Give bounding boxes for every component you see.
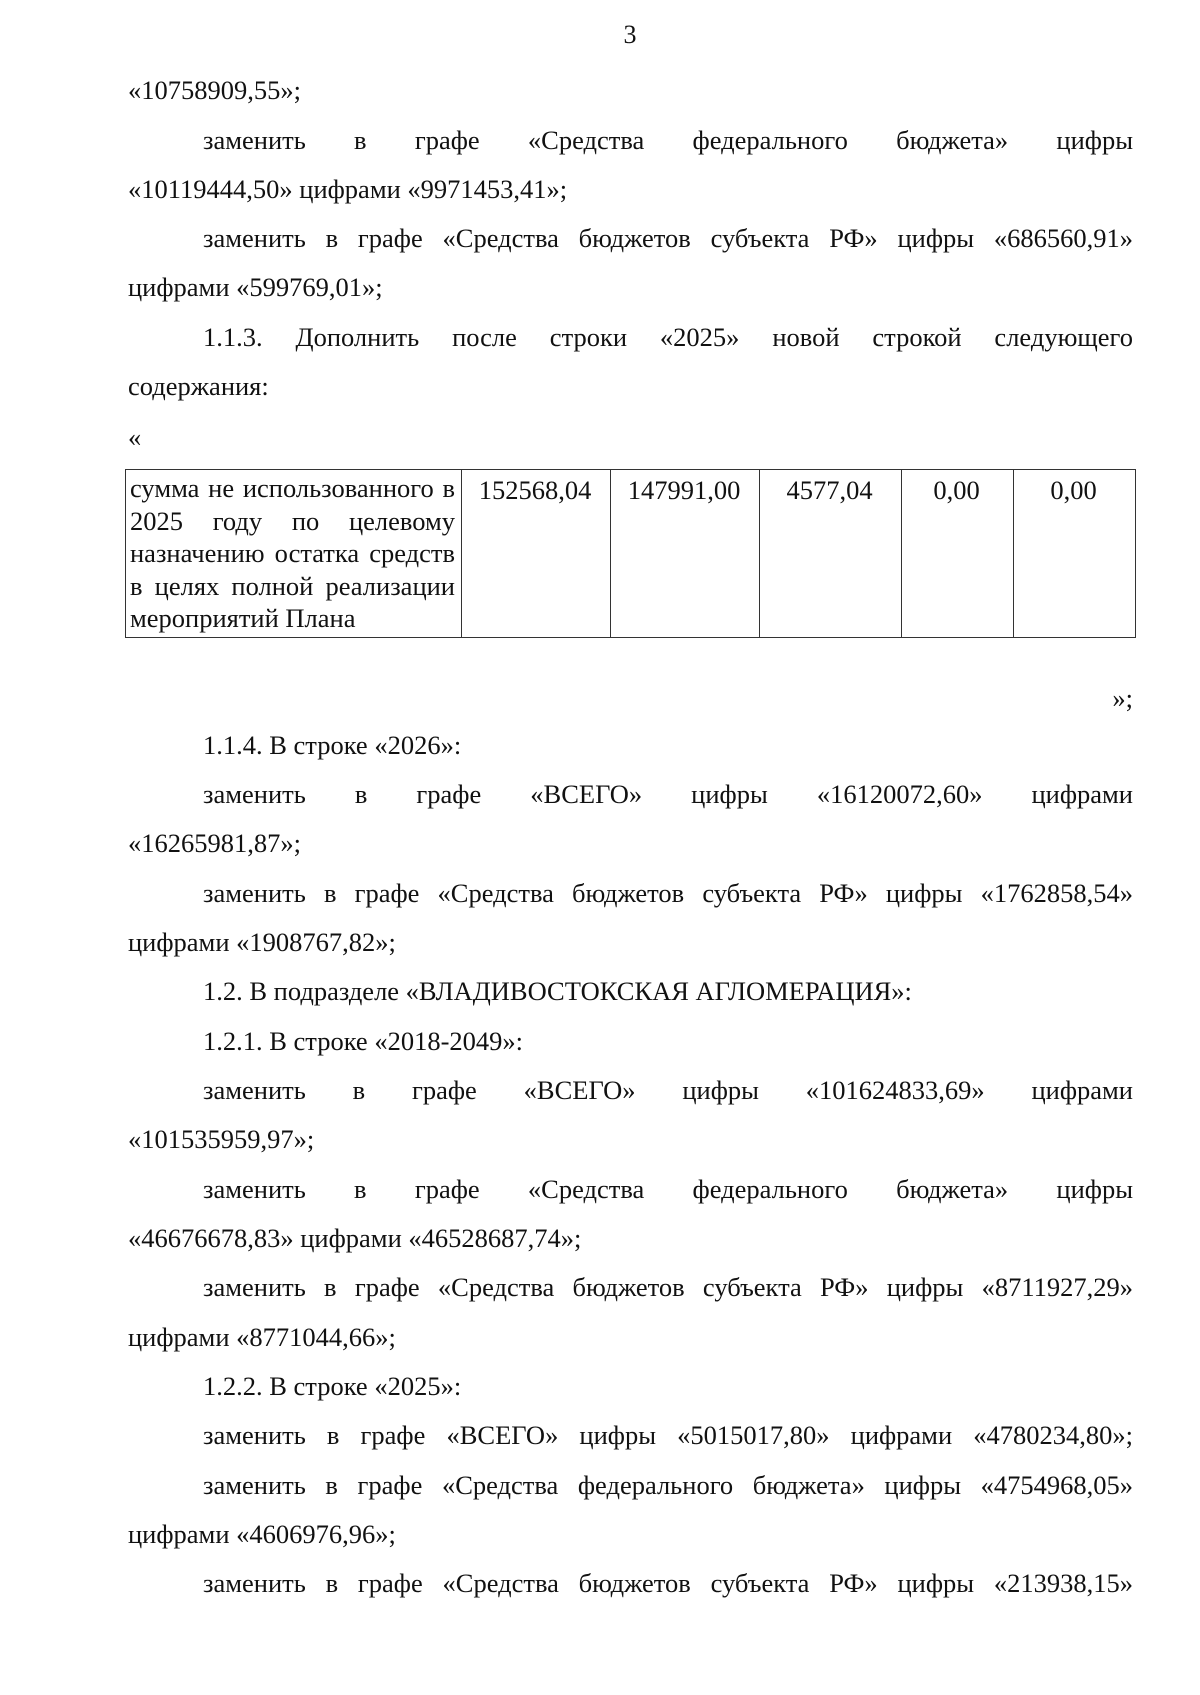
text-line: заменить в графе «Средства федерального бюджета» цифры — [203, 125, 1133, 155]
text-line: 1.2.1. В строке «2018-2049»: — [203, 1026, 524, 1056]
text-line: заменить в графе «Средства бюджетов субъекта РФ» цифры «1762858,54» — [203, 878, 1133, 908]
text-line: цифрами «4606976,96»; — [128, 1519, 396, 1549]
open-quote: « — [128, 422, 142, 452]
table-cell-federal: 147991,00 — [611, 470, 760, 638]
text-line: заменить в графе «ВСЕГО» цифры «101624833,69» цифрами — [203, 1075, 1133, 1105]
text-line: заменить в графе «Средства федерального бюджета» цифры «4754968,05» — [203, 1470, 1133, 1500]
text-line: «46676678,83» цифрами «46528687,74»; — [128, 1223, 582, 1253]
text-line: заменить в графе «ВСЕГО» цифры «5015017,80» цифрами «4780234,80»; — [203, 1420, 1133, 1450]
table-cell-description: сумма не использованного в 2025 году по целевому назначению остатка средств в целях полной реализации мероприятий Плана — [126, 470, 462, 638]
text-line: 1.2.2. В строке «2025»: — [203, 1371, 462, 1401]
text-line: «10119444,50» цифрами «9971453,41»; — [128, 174, 568, 204]
text-line: 1.1.3. Дополнить после строки «2025» новой строкой следующего — [203, 322, 1133, 352]
text-line: заменить в графе «Средства бюджетов субъекта РФ» цифры «686560,91» — [203, 223, 1133, 253]
page-number: 3 — [623, 20, 637, 49]
inserted-row-table — [125, 469, 1136, 638]
text-line: «16265981,87»; — [128, 828, 301, 858]
text-line: 1.1.4. В строке «2026»: — [203, 730, 462, 760]
text-line: заменить в графе «Средства бюджетов субъекта РФ» цифры «213938,15» — [203, 1568, 1133, 1598]
table-cell-regional: 4577,04 — [760, 470, 902, 638]
text-line: заменить в графе «Средства бюджетов субъекта РФ» цифры «8711927,29» — [203, 1272, 1133, 1302]
text-line: заменить в графе «Средства федерального бюджета» цифры — [203, 1174, 1133, 1204]
text-line: содержания: — [128, 371, 269, 401]
table-cell-local: 0,00 — [902, 470, 1014, 638]
table-cell-total: 152568,04 — [462, 470, 611, 638]
text-line: заменить в графе «ВСЕГО» цифры «16120072,60» цифрами — [203, 779, 1133, 809]
text-line: цифрами «8771044,66»; — [128, 1322, 396, 1352]
close-quote: »; — [1112, 683, 1133, 713]
text-line: цифрами «599769,01»; — [128, 272, 383, 302]
table-row — [126, 470, 1136, 638]
text-line: «101535959,97»; — [128, 1124, 315, 1154]
text-line: 1.2. В подразделе «ВЛАДИВОСТОКСКАЯ АГЛОМЕРАЦИЯ»: — [203, 976, 912, 1006]
text-line: «10758909,55»; — [128, 75, 301, 105]
table-cell-other: 0,00 — [1014, 470, 1136, 638]
text-line: цифрами «1908767,82»; — [128, 927, 396, 957]
